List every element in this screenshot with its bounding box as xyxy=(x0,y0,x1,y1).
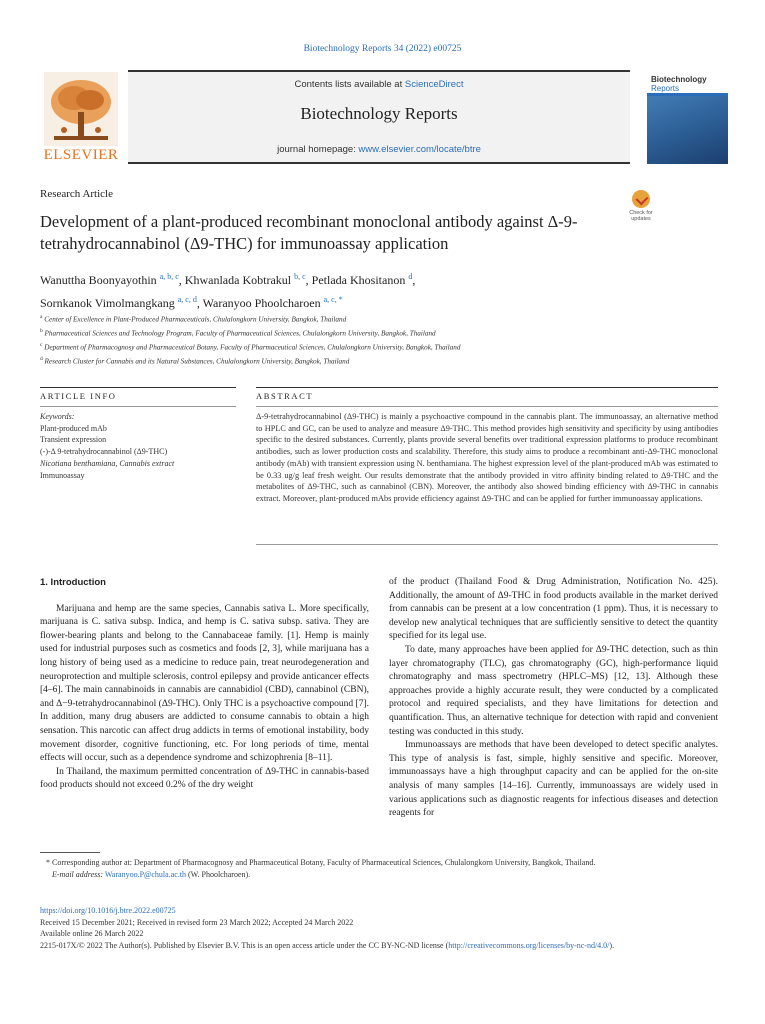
corresponding-footnote xyxy=(40,857,720,880)
body-paragraph: In Thailand, the maximum permitted concentration of Δ9-THC in cannabis-based food products should not exceed 0.2% of the dry weight xyxy=(40,766,369,791)
author-affiliation-marks[interactable]: a, c, d xyxy=(177,295,197,304)
contents-prefix: Contents lists available at xyxy=(294,79,405,90)
affiliation-text: Center of Excellence in Plant-Produced Pharmaceuticals, Chulalongkorn University, Bangkok, Thailand xyxy=(44,315,347,324)
author-name[interactable]: Wanuttha Boonyayothin xyxy=(40,273,157,287)
doi-link[interactable]: https://doi.org/10.1016/j.btre.2022.e00725 xyxy=(40,906,176,915)
affiliation-text: Pharmaceutical Sciences and Technology Program, Faculty of Pharmaceutical Sciences, Chulalongkorn University, Bangkok, Thailand xyxy=(44,329,436,338)
author-affiliation-marks[interactable]: b, c xyxy=(294,272,306,281)
cover-title-2: Reports xyxy=(651,84,680,93)
author-name[interactable]: Sornkanok Vimolmangkang xyxy=(40,296,175,310)
corresponding-author-note: * Corresponding author at: Department of Pharmacognosy and Pharmaceutical Botany, Faculty of Pharmaceutical Sciences, Chulalongkorn University, Bangkok, Thailand. xyxy=(46,858,596,867)
license-suffix: ). xyxy=(609,940,615,950)
journal-cover-thumbnail[interactable] xyxy=(647,70,728,164)
body-paragraph: To date, many approaches have been applied for Δ9-THC detection, such as thin layer chromatography (TLC), gas chromatography (GC), high-performance liquid chromatography and mass spectrometry (HPLC–MS) [12, 13]. Although these approaches provide a highly accurate result, they were conducted by a complicated protocol and required specialists, and they have limitations for detection and quantification. Thus, an alternative technique for detection with rapid and convenient testing was conducted in this study. xyxy=(389,644,718,737)
article-info-rule xyxy=(40,387,236,388)
affiliation-text: Research Cluster for Cannabis and its Natural Substances, Chulalongkorn University, Bangkok, Thailand xyxy=(44,357,350,366)
available-online-date: Available online 26 March 2022 xyxy=(40,929,144,939)
elsevier-wordmark: ELSEVIER xyxy=(43,147,119,163)
keyword-item: Nicotiana benthamiana, Cannabis extract xyxy=(40,458,175,468)
body-column-left xyxy=(40,576,369,793)
license-line xyxy=(40,940,720,952)
abstract-heading: ABSTRACT xyxy=(256,391,314,401)
elsevier-tree-icon xyxy=(44,72,118,146)
abstract-rule-sub xyxy=(256,406,718,407)
article-info-rule-bottom xyxy=(40,406,236,407)
received-dates: Received 15 December 2021; Received in revised form 23 March 2022; Accepted 24 March 2022 xyxy=(40,917,354,927)
author-separator: , xyxy=(305,273,312,287)
masthead-banner xyxy=(128,70,630,164)
cover-title-1: Biotechnology xyxy=(651,75,707,84)
affiliation-list xyxy=(40,312,700,368)
publication-info xyxy=(40,905,720,951)
affiliation-item xyxy=(40,354,700,368)
affiliation-label: a xyxy=(40,314,43,320)
abstract-text: Δ-9-tetrahydrocannabinol (Δ9-THC) is mainly a psychoactive compound in the cannabis plant. The immunoassay, an alternative method to HPLC and GC, can be used to analyze and measure Δ9-THC. This method provides high sensitivity and specificity by using antibodies specific to the desired substances. Currently, plants provide several benefits over traditional expression platforms to produce recombinant antibodies, such as lower production costs and scalability. Therefore, this study aims to produce a recombinant anti-Δ9-THC monoclonal antibody (mAb) with transient expression using N. benthamiana. The highest expression level of the plant-produced mAb was estimated to be 0.33 ug/g leaf fresh weight. Our results demonstrate that the antibody provided in vitro affinity binding related to Δ9-THC and the metabolites of Δ9-THC, such as cannabinol (CBN). Moreover, the antibody also showed binding efficiency with Δ9-THC in cannabis extract. Moreover, plant-produced mAbs provide efficiency against Δ9-THC and can be applied for further immunoassay applications. xyxy=(256,412,718,503)
keyword-item: Transient expression xyxy=(40,435,107,445)
keyword-item: (-)-Δ 9-tetrahydrocannabinol (Δ9-THC) xyxy=(40,447,168,457)
cover-header xyxy=(647,70,728,96)
author-list xyxy=(40,267,700,313)
section-heading-introduction: 1. Introduction xyxy=(40,577,106,588)
author-separator: , xyxy=(178,273,185,287)
affiliation-text: Department of Pharmacognosy and Pharmaceutical Botany, Faculty of Pharmaceutical Sciences, Chulalongkorn University, Bangkok, Thailand xyxy=(44,343,461,352)
homepage-prefix: journal homepage: xyxy=(277,144,359,155)
body-paragraph: of the product (Thailand Food & Drug Administration, Notification No. 425). Additionally, the amount of Δ9-THC in food products available in the market derived from cannabis can be present at a low concentration (1 ppm). Thus, it is necessary to develop new analytical techniques that are sufficiently sensitive to detect the quantity specified for its legal use. xyxy=(389,577,718,642)
affiliation-item xyxy=(40,312,700,326)
check-updates-label: Check for updates xyxy=(629,210,653,222)
keywords-label: Keywords: xyxy=(40,412,75,421)
article-type: Research Article xyxy=(40,188,113,200)
author-affiliation-marks[interactable]: a, c, * xyxy=(323,295,343,304)
email-line xyxy=(40,869,720,881)
sciencedirect-link[interactable]: ScienceDirect xyxy=(404,79,464,90)
body-column-right xyxy=(389,576,718,821)
contents-line xyxy=(128,79,630,90)
masthead xyxy=(40,70,728,164)
email-link[interactable]: Waranyoo.P@chula.ac.th xyxy=(104,869,187,879)
author-name[interactable]: Khwanlada Kobtrakul xyxy=(184,273,292,287)
elsevier-logo[interactable] xyxy=(40,70,122,164)
homepage-line xyxy=(128,144,630,155)
author-separator: , xyxy=(412,273,416,287)
email-suffix: (W. Phoolcharoen). xyxy=(186,869,251,879)
abstract-rule-top xyxy=(256,387,718,388)
article-info-heading: ARTICLE INFO xyxy=(40,391,117,401)
article-title: Development of a plant-produced recombinant monoclonal antibody against Δ-9-tetrahydrocannabinol (Δ9-THC) for immunoassay application xyxy=(40,212,578,253)
abstract-rule-bottom xyxy=(256,544,718,545)
license-link[interactable]: http://creativecommons.org/licenses/by-nc-nd/4.0/ xyxy=(448,940,610,950)
affiliation-label: b xyxy=(40,327,43,334)
author-name[interactable]: Waranyoo Phoolcharoen xyxy=(202,296,321,310)
author-affiliation-marks[interactable]: a, b, c xyxy=(159,272,179,281)
author-affiliation-marks[interactable]: d xyxy=(408,272,413,281)
check-updates-icon xyxy=(632,190,650,208)
journal-reference[interactable]: Biotechnology Reports 34 (2022) e00725 xyxy=(303,44,462,54)
body-paragraph: Marijuana and hemp are the same species, Cannabis sativa L. More specifically, marijuana is C. sativa subsp. Indica, and hemp is C. sativa subsp. sativa. They are flower-bearing plants and belong to the Cannabaceae family. [1]. Hemp is mainly used for industrial purposes such as cosmetics and foods [2, 3], while marijuana has a long history of being used as a medicine to reduce pain, treat neurodegeneration and neuroprotection and multiple sclerosis, control epilepsy and provide anticancer effects [4–6]. The main cannabinoids in cannabis are cannabidiol (CBD), cannabinol (CBN), and Δ−9-tetrahydrocannabinol (Δ9-THC). Only THC is a psychoactive compound [7]. In addition, many drug abusers are addicted to consume cannabis to obtain a high sensation. This narcotic can affect drug addicts in terms of emotional instability, body movement disorder, cognitive functioning, etc. For long periods of time, mental effects will occur, such as a dependence syndrome and schizophrenia [8–11]. xyxy=(40,603,369,764)
keyword-item: Immunoassay xyxy=(40,470,85,480)
check-for-updates-badge[interactable] xyxy=(624,190,658,230)
footnote-rule xyxy=(40,852,100,853)
keyword-item: Plant-produced mAb xyxy=(40,423,107,433)
license-prefix: 2215-017X/© 2022 The Author(s). Published by Elsevier B.V. This is an open access article under the CC BY-NC-ND license ( xyxy=(40,940,449,950)
affiliation-label: d xyxy=(40,355,43,362)
author-name[interactable]: Petlada Khositanon xyxy=(311,273,406,287)
homepage-link[interactable]: www.elsevier.com/locate/btre xyxy=(358,144,481,155)
journal-name: Biotechnology Reports xyxy=(300,104,458,123)
affiliation-label: c xyxy=(40,341,43,348)
body-paragraph: Immunoassays are methods that have been developed to detect specific analytes. This type of analysis is fast, simple, highly sensitive and specific. Moreover, immunoassays have a high throughput capacity and can be applied for the on-site analysis of many samples [14–16]. Currently, immunoassays are widely used in various applications such as diagnostic reagents for infectious diseases and detection reagents for xyxy=(389,740,718,819)
email-label: E-mail address: xyxy=(52,869,104,879)
affiliation-item xyxy=(40,326,700,340)
affiliation-item xyxy=(40,340,700,354)
keywords-block xyxy=(40,411,240,481)
author-separator: , xyxy=(196,296,203,310)
